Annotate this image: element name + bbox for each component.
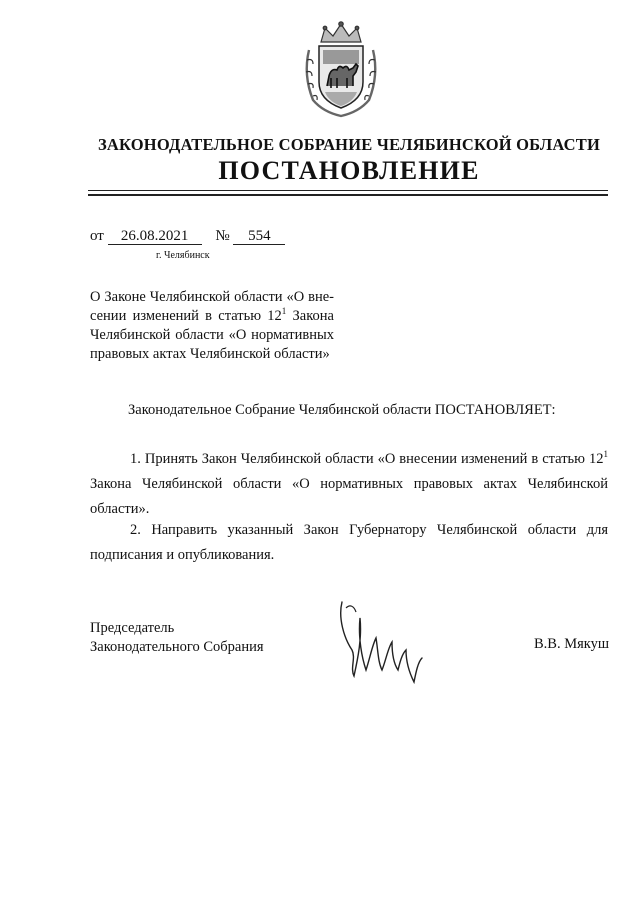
signer-title-line1: Председатель bbox=[90, 620, 175, 636]
subject-text-part2: Закона Челябинской области «О нормативных правовых актах Челябинской области» bbox=[90, 308, 334, 362]
header-divider-thick bbox=[88, 194, 608, 196]
number-prefix: № bbox=[215, 228, 230, 244]
handwritten-signature bbox=[336, 598, 436, 688]
signer-title bbox=[90, 619, 264, 657]
item1-text-part1: 1. Принять Закон Челябинской области «О внесении изменений в статью 12 bbox=[130, 451, 604, 467]
header-divider-thin bbox=[88, 190, 608, 191]
document-date: 26.08.2021 bbox=[108, 228, 202, 245]
resolution-item-1 bbox=[90, 447, 608, 522]
date-prefix: от bbox=[90, 228, 104, 244]
date-number-line bbox=[90, 228, 285, 245]
subject-superscript: 1 bbox=[281, 306, 287, 316]
coat-of-arms-icon bbox=[301, 20, 381, 118]
document-subject bbox=[90, 288, 334, 364]
preamble-text: Законодательное Собрание Челябинской области ПОСТАНОВЛЯЕТ: bbox=[128, 402, 556, 418]
resolution-item-2: 2. Направить указанный Закон Губернатору Челябинской области для подписания и опубликования. bbox=[90, 522, 608, 563]
item1-superscript: 1 bbox=[603, 449, 608, 459]
subject-text-part1: О Законе Челябинской области «О вне-сении изменений в статью 12 bbox=[90, 289, 334, 324]
organization-name: ЗАКОНОДАТЕЛЬНОЕ СОБРАНИЕ ЧЕЛЯБИНСКОЙ ОБЛАСТИ bbox=[97, 135, 601, 154]
signer-name: В.В. Мякуш bbox=[534, 636, 610, 652]
document-number: 554 bbox=[233, 228, 285, 245]
city-label: г. Челябинск bbox=[156, 250, 210, 261]
item1-text-part2: Закона Челябинской области «О нормативных правовых актах Челябинской области». bbox=[90, 476, 608, 517]
document-type-title: ПОСТАНОВЛЕНИЕ bbox=[218, 156, 480, 185]
signer-title-line2: Законодательного Собрания bbox=[90, 639, 264, 655]
